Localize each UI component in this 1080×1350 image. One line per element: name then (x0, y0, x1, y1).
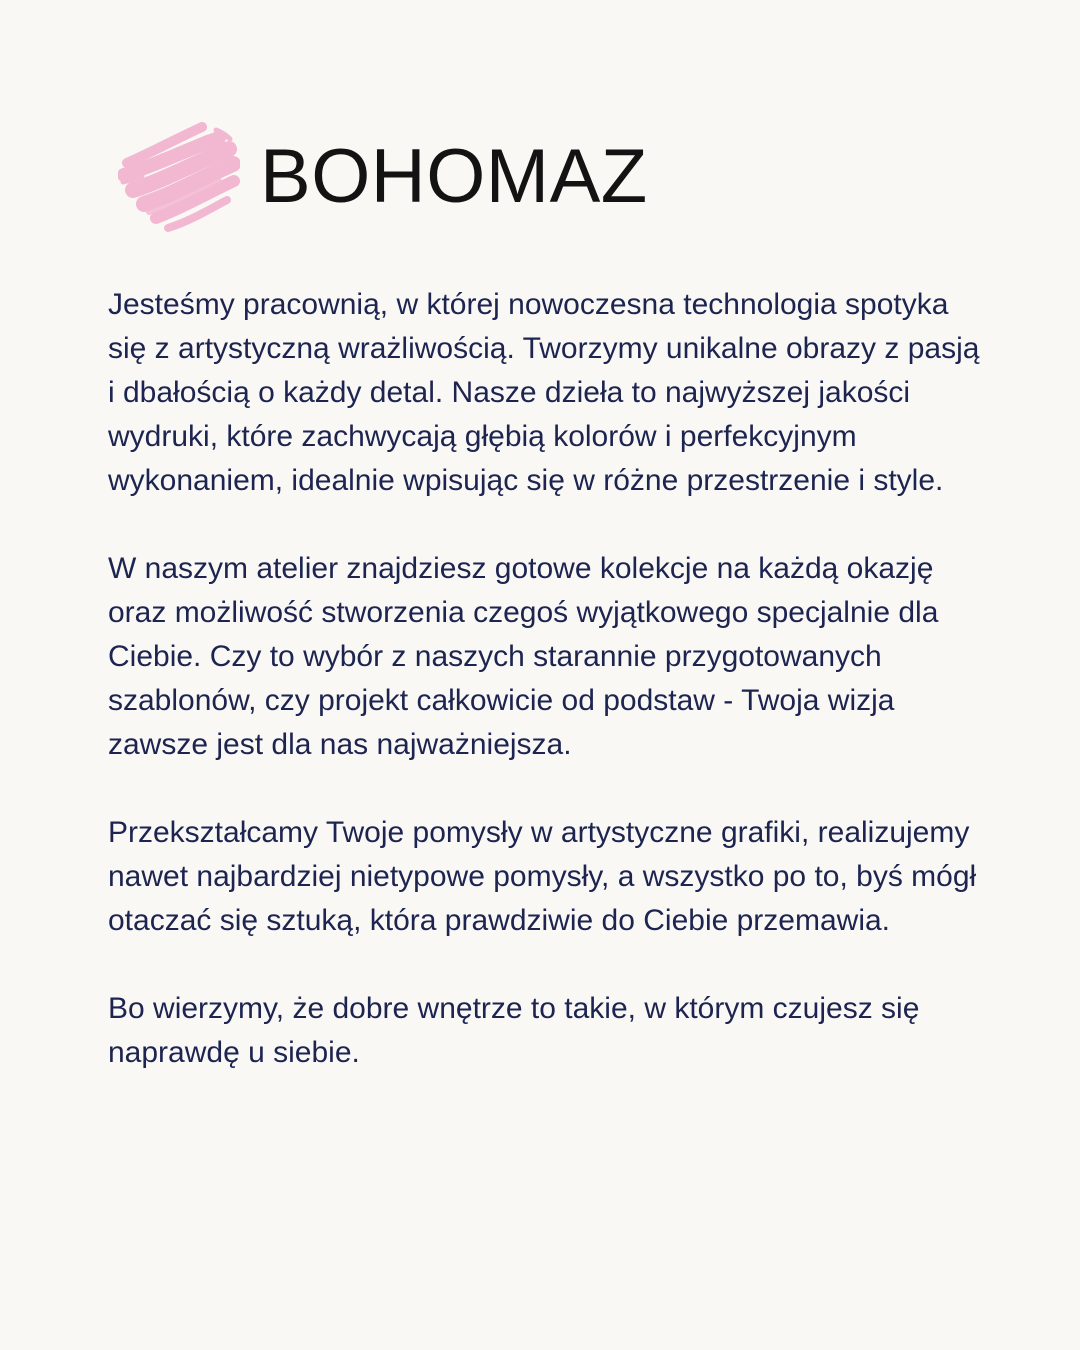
about-paragraph: Bo wierzymy, że dobre wnętrze to takie, w którym czujesz się naprawdę u siebie. (108, 992, 920, 1069)
about-paragraph: Jesteśmy pracownią, w której nowoczesna technologia spotyka się z artystyczną wrażliwością. Tworzymy unikalne obrazy z pasją i dbałością o każdy detal. Nasze dzieła to najwyższej jakości wydruki, które zachwycają głębią kolorów i perfekcyjnym wykonaniem, idealnie wpisując się w różne przestrzenie i style. (108, 288, 980, 497)
about-paragraph: W naszym atelier znajdziesz gotowe kolekcje na każdą okazję oraz możliwość stworzenia czegoś wyjątkowego specjalnie dla Ciebie. Czy to wybór z naszych starannie przygotowanych szablonów, czy projekt całkowicie od podstaw - Twoja wizja zawsze jest dla nas najważniejsza. (108, 552, 939, 761)
about-text (108, 283, 988, 1075)
about-paragraph: Przekształcamy Twoje pomysły w artystyczne grafiki, realizujemy nawet najbardziej nietypowe pomysły, a wszystko po to, byś mógł otaczać się sztuką, która prawdziwie do Ciebie przemawia. (108, 816, 977, 937)
brand-logo (118, 118, 648, 236)
brand-name: BOHOMAZ (260, 134, 648, 219)
pink-brush-stroke-icon (118, 118, 240, 236)
